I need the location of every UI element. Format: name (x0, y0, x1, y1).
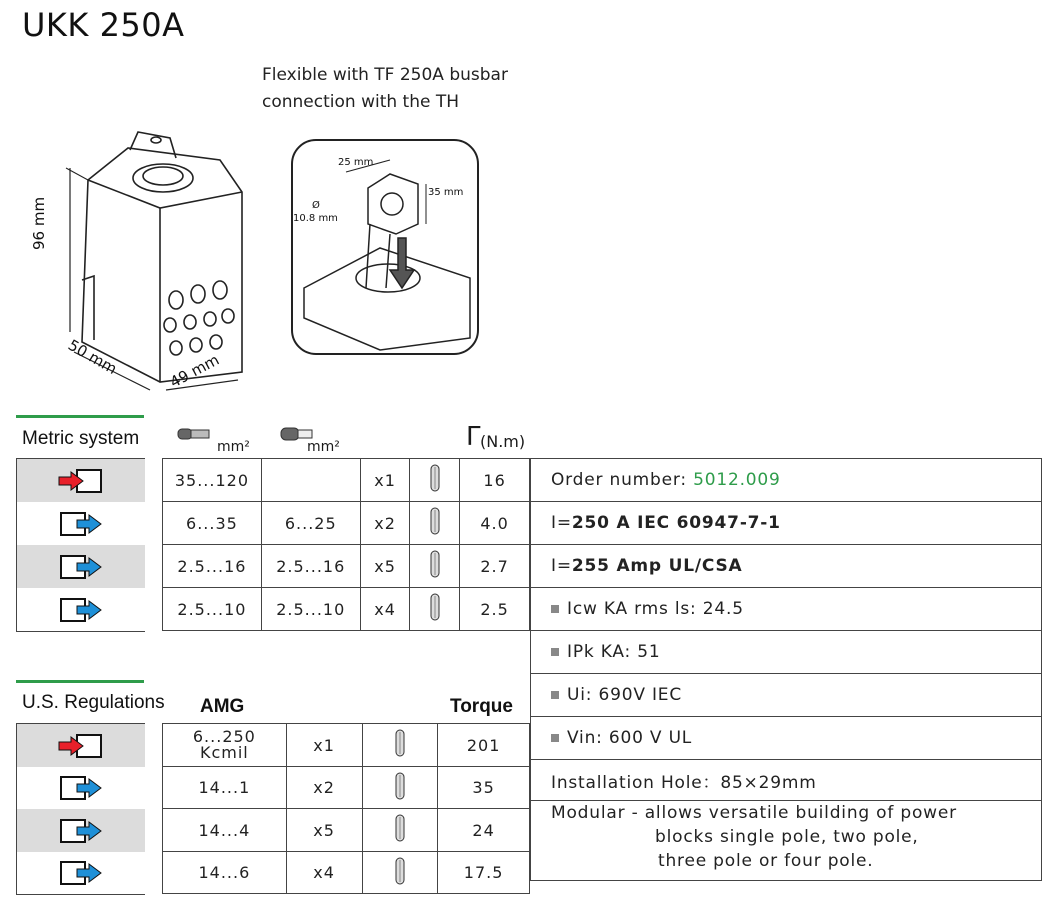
metric-range-2: 2.5...16 (261, 545, 360, 588)
spec-row-ui (531, 674, 1042, 717)
modular-cell (531, 801, 1042, 881)
busbar-pin-icon (362, 724, 438, 767)
us-row-1-icon (17, 724, 145, 767)
metric-row (163, 459, 530, 502)
blue-arrow-out-box-icon (57, 775, 105, 801)
ui-cell (531, 674, 1042, 717)
metric-green-bar (16, 415, 144, 418)
busbar-pin-icon (410, 588, 460, 631)
us-icon-column (16, 723, 145, 895)
us-count: x5 (286, 809, 362, 852)
height-dim: 96 mm (30, 196, 48, 250)
metric-count: x2 (360, 502, 410, 545)
metric-count: x1 (360, 459, 410, 502)
blue-arrow-out-box-icon (57, 597, 105, 623)
metric-range-2 (261, 459, 360, 502)
caption (262, 62, 508, 116)
us-row (163, 767, 530, 809)
spec-row-install (531, 760, 1042, 801)
metric-range-2: 6...25 (261, 502, 360, 545)
metric-range-2: 2.5...10 (261, 588, 360, 631)
us-count: x1 (286, 724, 362, 767)
metric-range-1: 2.5...16 (163, 545, 262, 588)
busbar-pin-icon (410, 545, 460, 588)
spec-row-icw (531, 588, 1042, 631)
metric-unit-2: mm² (307, 439, 340, 455)
us-range: 14...4 (163, 809, 287, 852)
metric-section-title: Metric system (22, 428, 140, 449)
us-torque: 35 (438, 767, 530, 809)
vin: Vin: 600 V UL (567, 728, 693, 748)
order-label: Order number: (551, 470, 694, 490)
metric-torque: 2.7 (460, 545, 530, 588)
metric-torque-unit: (N.m) (480, 432, 526, 451)
red-arrow-into-box-icon (57, 468, 105, 494)
us-range: 14...6 (163, 852, 287, 894)
spec-row-vin (531, 717, 1042, 760)
metric-torque: 4.0 (460, 502, 530, 545)
current-ul-prefix: I= (551, 556, 572, 576)
us-row-3-icon (17, 809, 145, 852)
ipk: IPk KA: 51 (567, 642, 661, 662)
ui: Ui: 690V IEC (567, 685, 683, 705)
metric-row-3-icon (17, 545, 145, 588)
current-ul: 255 Amp UL/CSA (571, 556, 743, 576)
specs-table (530, 458, 1042, 881)
metric-row (163, 588, 530, 631)
bullet-icon (551, 605, 559, 613)
cable-ferrule-icon (177, 424, 211, 444)
install: Installation Hole：85×29mm (531, 760, 1042, 801)
busbar-pin-icon (362, 852, 438, 894)
metric-count: x4 (360, 588, 410, 631)
us-torque: 201 (438, 724, 530, 767)
torque-gamma-icon: Γ (466, 422, 481, 452)
page-title: UKK 250A (22, 6, 185, 44)
us-range-line1: 6...250 (192, 727, 256, 746)
spec-row-modular (531, 801, 1042, 881)
metric-count: x5 (360, 545, 410, 588)
us-torque: 17.5 (438, 852, 530, 894)
blue-arrow-out-box-icon (57, 511, 105, 537)
busbar-height-dim: 35 mm (428, 187, 464, 198)
us-header-amg: AMG (200, 696, 245, 717)
caption-line-1: Flexible with TF 250A busbar (262, 65, 508, 85)
spec-row-current-iec (531, 502, 1042, 545)
order-cell (531, 459, 1042, 502)
bullet-icon (551, 648, 559, 656)
busbar-pin-icon (362, 809, 438, 852)
metric-table (162, 458, 530, 631)
modular-line-1: Modular - allows versatile building of power (551, 803, 957, 823)
metric-range-1: 6...35 (163, 502, 262, 545)
caption-line-2: connection with the TH (262, 92, 460, 112)
vin-cell (531, 717, 1042, 760)
current-ul-cell (531, 545, 1042, 588)
us-row-4-icon (17, 852, 145, 894)
metric-unit-1: mm² (217, 439, 250, 455)
metric-row (163, 502, 530, 545)
busbar-pin-icon (410, 502, 460, 545)
metric-row-4-icon (17, 588, 145, 631)
busbar-width-dim: 25 mm (338, 157, 374, 168)
us-count: x2 (286, 767, 362, 809)
us-green-bar (16, 680, 144, 683)
width-dim: 49 mm (166, 350, 223, 392)
blue-arrow-out-box-icon (57, 554, 105, 580)
icw: Icw KA rms ls: 24.5 (567, 599, 744, 619)
metric-torque: 16 (460, 459, 530, 502)
metric-range-1: 35...120 (163, 459, 262, 502)
hole-size-dim: 10.8 mm (293, 213, 338, 224)
order-number: 5012.009 (693, 470, 781, 490)
metric-row-2-icon (17, 502, 145, 545)
us-row (163, 724, 530, 767)
icw-cell (531, 588, 1042, 631)
modular-line-2: blocks single pole, two pole, (655, 827, 919, 847)
metric-row-1-icon (17, 459, 145, 502)
metric-row (163, 545, 530, 588)
current-iec-cell (531, 502, 1042, 545)
us-range-line2: Kcmil (199, 743, 249, 762)
us-row (163, 809, 530, 852)
bullet-icon (551, 734, 559, 742)
blue-arrow-out-box-icon (57, 818, 105, 844)
metric-icon-column (16, 458, 145, 632)
modular-line-3: three pole or four pole. (658, 851, 874, 871)
current-iec: 250 A IEC 60947-7-1 (571, 513, 781, 533)
us-count: x4 (286, 852, 362, 894)
us-torque: 24 (438, 809, 530, 852)
spec-row-order (531, 459, 1042, 502)
us-row (163, 852, 530, 894)
metric-torque: 2.5 (460, 588, 530, 631)
busbar-detail-drawing (290, 138, 480, 358)
spec-row-current-ul (531, 545, 1042, 588)
depth-dim: 50 mm (65, 335, 121, 379)
us-table (162, 723, 530, 894)
us-range: 14...1 (163, 767, 287, 809)
hole-symbol: Ø (312, 200, 320, 211)
busbar-pin-icon (410, 459, 460, 502)
ipk-cell (531, 631, 1042, 674)
red-arrow-into-box-icon (57, 733, 105, 759)
busbar-pin-icon (362, 767, 438, 809)
metric-range-1: 2.5...10 (163, 588, 262, 631)
us-range (163, 724, 287, 767)
blue-arrow-out-box-icon (57, 860, 105, 886)
current-iec-prefix: I= (551, 513, 572, 533)
spec-row-ipk (531, 631, 1042, 674)
us-section-title: U.S. Regulations (22, 692, 165, 713)
us-row-2-icon (17, 767, 145, 809)
bullet-icon (551, 691, 559, 699)
us-header-torque: Torque (450, 696, 513, 717)
